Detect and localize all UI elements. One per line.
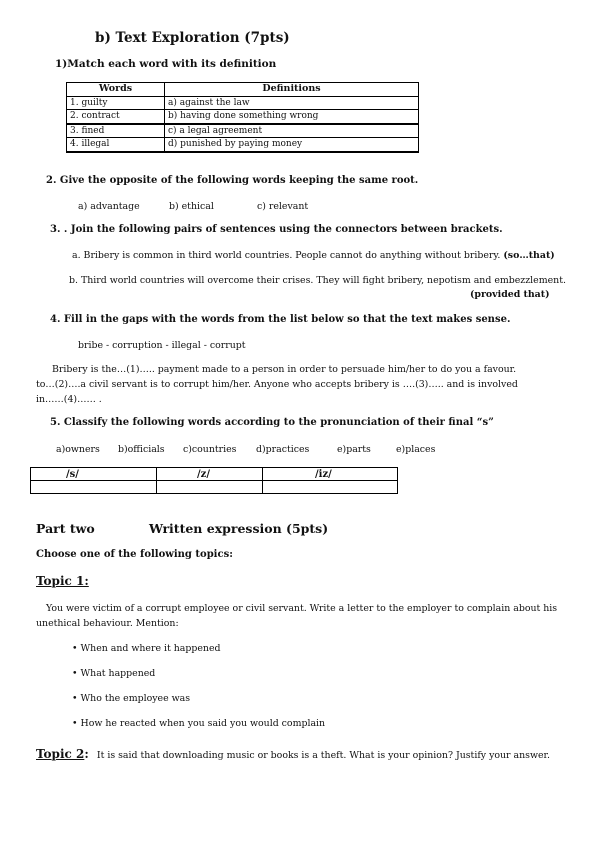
z-answer-cell [157,481,263,494]
pronunciation-table [30,467,398,494]
iz-answer-cell [263,481,398,494]
topic1-line1: You were victim of a corrupt employee or civil servant. Write a letter to the employer to complain about his [46,603,558,614]
q3-sentence-b: b. Third world countries will overcome their crises. They will fight bribery, nepotism and embezzlement. [69,275,566,286]
z-header: /z/ [197,468,210,480]
q5-word: a)owners [56,444,100,455]
bullet-icon: • [72,668,78,679]
s-header: /s/ [66,468,79,480]
q3-b-connector: (provided that) [470,289,550,300]
word-cell: 4. illegal [67,138,165,152]
iz-header: /iz/ [315,468,332,480]
q5-word: e)places [396,444,436,455]
bullet-icon: • [72,718,78,729]
q5-word: e)parts [337,444,371,455]
table-row [67,96,419,110]
topic1-label: Topic 1: [36,574,89,588]
topic2-line [36,743,550,762]
q2-option: c) relevant [257,201,309,212]
topic2-label: Topic 2 [36,747,85,761]
topic1-bullet [72,643,221,654]
q4-line1: Bribery is the…(1)….. payment made to a person in order to persuade him/her to do you a favour. [52,364,517,375]
bullet-icon: • [72,643,78,654]
topic1-bullet [72,718,325,729]
table-row [67,124,419,138]
word-cell: 3. fined [67,124,165,138]
s-answer-cell [31,481,157,494]
topic1-line2: unethical behaviour. Mention: [36,618,179,629]
part-two-label: Part two [36,521,95,536]
definitions-header: Definitions [165,83,419,97]
q3-sentence-a [72,250,555,261]
q3-a-text: a. Bribery is common in third world countries. People cannot do anything without bribery. [72,250,501,261]
topic1-bullet [72,668,155,679]
section-title: b) Text Exploration (7pts) [95,30,290,46]
q2-option: a) advantage [78,201,140,212]
q3-a-connector: (so…that) [503,250,555,261]
definition-cell: c) a legal agreement [165,124,419,138]
bullet-text: How he reacted when you said you would complain [80,718,326,729]
q3-title: 3. . Join the following pairs of sentences using the connectors between brackets. [50,224,503,235]
bullet-text: When and where it happened [80,643,221,654]
bullet-icon: • [72,693,78,704]
bullet-text: Who the employee was [80,693,191,704]
q4-word-list: bribe - corruption - illegal - corrupt [78,340,246,351]
match-table [66,82,419,153]
topic1-bullet [72,693,190,704]
q4-line3: in……(4)…… . [36,394,102,405]
q2-option: b) ethical [169,201,214,212]
q2-title: 2. Give the opposite of the following words keeping the same root. [46,175,419,186]
bullet-text: What happened [80,668,156,679]
pronunciation-answer-row [31,481,398,494]
word-cell: 1. guilty [67,96,165,110]
pronunciation-header-row [31,468,398,481]
q5-word: b)officials [118,444,165,455]
definition-cell: a) against the law [165,96,419,110]
topic2-text: It is said that downloading music or books is a theft. What is your opinion? Justify your answer. [96,750,550,761]
q5-word: d)practices [256,444,310,455]
topic2-colon: : [84,747,89,761]
table-row [67,110,419,124]
definition-cell: d) punished by paying money [165,138,419,152]
q5-word: c)countries [183,444,237,455]
q4-title: 4. Fill in the gaps with the words from the list below so that the text makes sense. [50,314,511,325]
part-two-title: Written expression (5pts) [149,521,329,536]
q1-title: 1)Match each word with its definition [55,58,277,70]
match-table-header [67,83,419,97]
table-row [67,138,419,152]
words-header: Words [67,83,165,97]
part-two-instruction: Choose one of the following topics: [36,549,233,560]
definition-cell: b) having done something wrong [165,110,419,124]
q4-line2: to…(2)….a civil servant is to corrupt him/her. Anyone who accepts bribery is ….(3)….. and is involved [36,379,518,390]
q5-title: 5. Classify the following words according to the pronunciation of their final “s” [50,417,494,428]
word-cell: 2. contract [67,110,165,124]
